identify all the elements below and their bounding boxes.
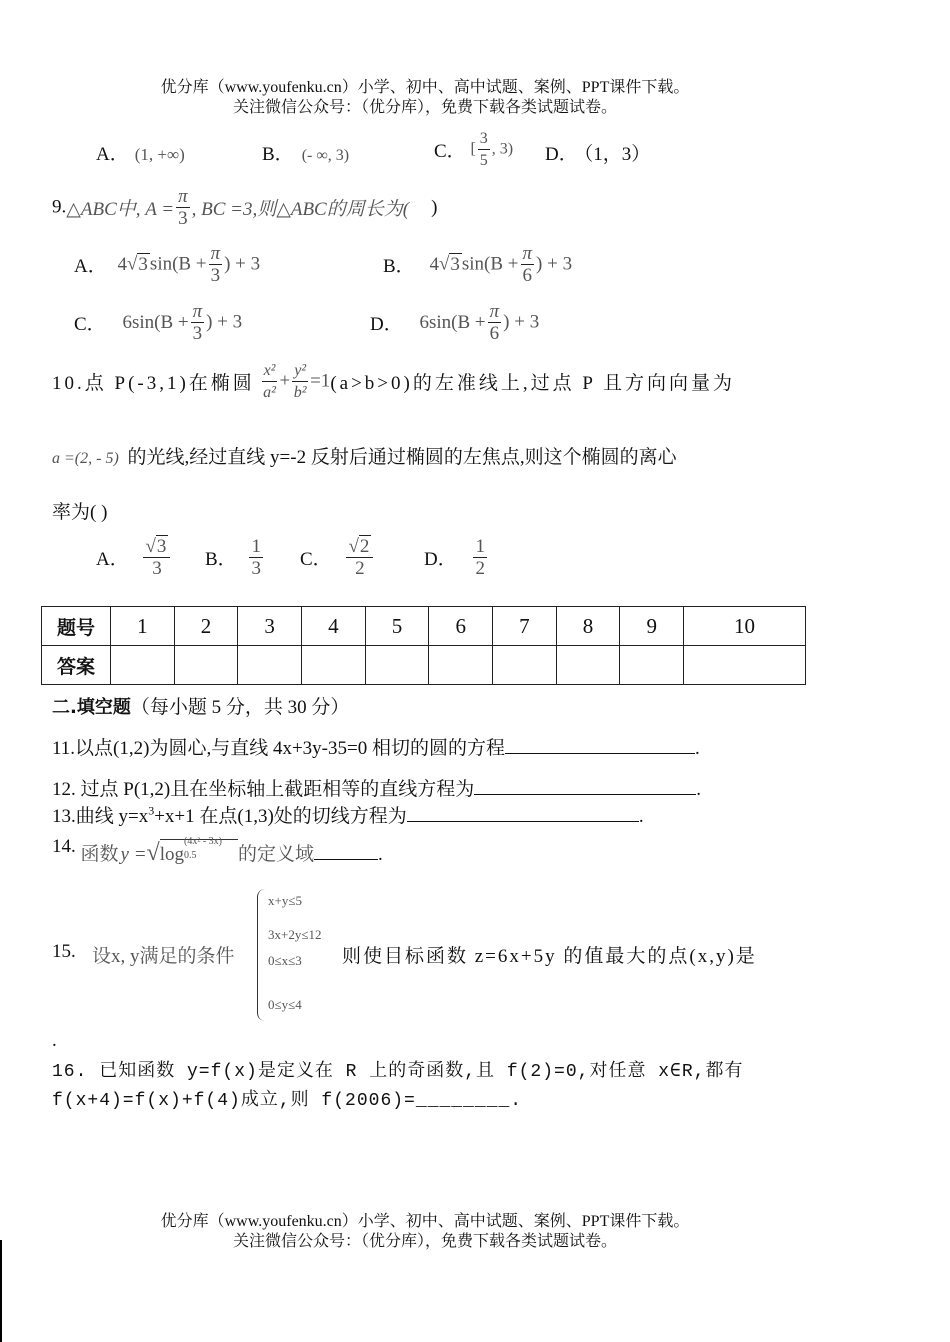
answer-table-answer-row bbox=[42, 646, 806, 685]
answer-cell[interactable] bbox=[111, 646, 175, 685]
question-number-cell: 7 bbox=[493, 607, 557, 646]
question-number-cell: 10 bbox=[684, 607, 806, 646]
q10-line-3: 率为( ) bbox=[52, 502, 108, 523]
question-number-cell: 1 bbox=[111, 607, 175, 646]
question-number-cell: 2 bbox=[174, 607, 238, 646]
q15-objective: 则使目标函数 z=6x+5y 的值最大的点(x,y)是 bbox=[342, 946, 757, 967]
answer-cell[interactable] bbox=[174, 646, 238, 685]
left-edge-rule bbox=[0, 1240, 2, 1342]
q14-answer-blank[interactable] bbox=[314, 841, 378, 860]
q13: 13.曲线 $y=x^3+x+1$ 在点(1,3)处的切线方程为 . bbox=[52, 803, 644, 827]
question-number-cell: 9 bbox=[620, 607, 684, 646]
question-number-cell: 8 bbox=[556, 607, 620, 646]
q15-condition-brace bbox=[257, 889, 268, 1021]
q10-line-1: 10.点 P(-3,1)在椭圆 $\frac{\text{x²}}{\text{a²}}$ + $\frac{\text{y²}}{\text{b²}}$ =1(a>b>0)的左准线上,过点 P 且方向向量为 bbox=[52, 362, 735, 401]
q15-condition-4: 0≤y≤4 bbox=[268, 997, 302, 1012]
answer-cell[interactable] bbox=[684, 646, 806, 685]
answer-cell[interactable] bbox=[302, 646, 366, 685]
q15-answer-dot: . bbox=[52, 1030, 57, 1051]
footer-line-2: 关注微信公众号：（优分库），免费下载各类试题试卷。 bbox=[232, 1233, 617, 1250]
q15-condition-2: 3x+2y≤12 bbox=[268, 927, 322, 942]
answer-table bbox=[41, 606, 806, 685]
q9-option-d: D． 6sin(B + $\frac{\pi}{6}$ ) + 3 bbox=[370, 301, 540, 344]
answer-cell[interactable] bbox=[493, 646, 557, 685]
q12: 12. 过点 P(1,2)且在坐标轴上截距相等的直线方程为 . bbox=[52, 774, 701, 801]
q8-option-b: B． (- ∞, 3) bbox=[262, 144, 350, 165]
q15-condition-3: 0≤x≤3 bbox=[268, 953, 302, 968]
answer-cell[interactable] bbox=[556, 646, 620, 685]
q9-option-b: B． 4√3 sin(B + $\frac{\pi}{6}$ ) + 3 bbox=[383, 243, 573, 286]
q8-option-c: C． [ $\frac{3}{5}$ , 3) bbox=[434, 130, 514, 169]
row-header-answer: 答案 bbox=[42, 646, 111, 685]
question-number-cell: 6 bbox=[429, 607, 493, 646]
header-line-2: 关注微信公众号：（优分库），免费下载各类试题试卷。 bbox=[232, 99, 617, 116]
q10-option-a: A． $\frac{√3}{3}$ bbox=[96, 536, 172, 579]
q10-line-2: a =(2, - 5) 的光线,经过直线 y=-2 反射后通过椭圆的左焦点,则这个椭圆的离心 bbox=[52, 447, 677, 468]
row-header-question-number: 题号 bbox=[42, 607, 111, 646]
footer-line-1: 优分库（www.youfenku.cn）小学、初中、高中试题、案例、PPT课件下载。 bbox=[160, 1213, 690, 1230]
q11-answer-blank[interactable] bbox=[505, 735, 695, 754]
q14: 14. 函数 y =√log (4x² - 3x) 0.5 的定义域 . bbox=[52, 836, 383, 866]
q16-line-1: 16. 已知函数 y=f(x)是定义在 R 上的奇函数,且 f(2)=0,对任意 x∈R,都有 bbox=[52, 1062, 744, 1082]
q8-option-a: A． (1, +∞) bbox=[96, 144, 185, 165]
answer-cell[interactable] bbox=[429, 646, 493, 685]
q9-option-a: A． 4√3 sin(B + $\frac{\pi}{3}$ ) + 3 bbox=[74, 243, 261, 286]
q16-line-2: f(x+4)=f(x)+f(4)成立,则 f(2006)=________. bbox=[52, 1091, 523, 1111]
question-number-cell: 4 bbox=[302, 607, 366, 646]
q13-answer-blank[interactable] bbox=[407, 803, 639, 822]
answer-cell[interactable] bbox=[238, 646, 302, 685]
answer-table-header-row bbox=[42, 607, 806, 646]
q12-answer-blank[interactable] bbox=[474, 776, 696, 795]
q9-option-c: C． 6sin(B + $\frac{\pi}{3}$ ) + 3 bbox=[74, 301, 243, 344]
q8-option-d: D． （1，3） bbox=[545, 144, 651, 165]
q9-stem: 9.△ABC中, A = $\frac{\pi}{3}$ , BC =3,则△ABC的周长为( ) bbox=[52, 186, 438, 229]
question-number-cell: 3 bbox=[238, 607, 302, 646]
q10-option-d: D． $\frac{1}{2}$ bbox=[424, 536, 485, 579]
q10-option-b: B． $\frac{1}{3}$ bbox=[205, 536, 261, 579]
q15-condition-1: x+y≤5 bbox=[268, 893, 302, 908]
answer-cell[interactable] bbox=[365, 646, 429, 685]
q15-condition-label: 设x, y满足的条件 bbox=[92, 946, 235, 967]
q10-option-c: C． $\frac{√2}{2}$ bbox=[300, 536, 375, 579]
header-line-1: 优分库（www.youfenku.cn）小学、初中、高中试题、案例、PPT课件下载。 bbox=[160, 79, 690, 96]
answer-cell[interactable] bbox=[620, 646, 684, 685]
section-2-heading: 二.填空题（每小题 5 分，共 30 分） bbox=[52, 697, 350, 718]
question-number-cell: 5 bbox=[365, 607, 429, 646]
q15-number: 15. bbox=[52, 941, 76, 962]
q11: 11.以点(1,2)为圆心,与直线 4x+3y-35=0 相切的圆的方程 . bbox=[52, 733, 700, 760]
